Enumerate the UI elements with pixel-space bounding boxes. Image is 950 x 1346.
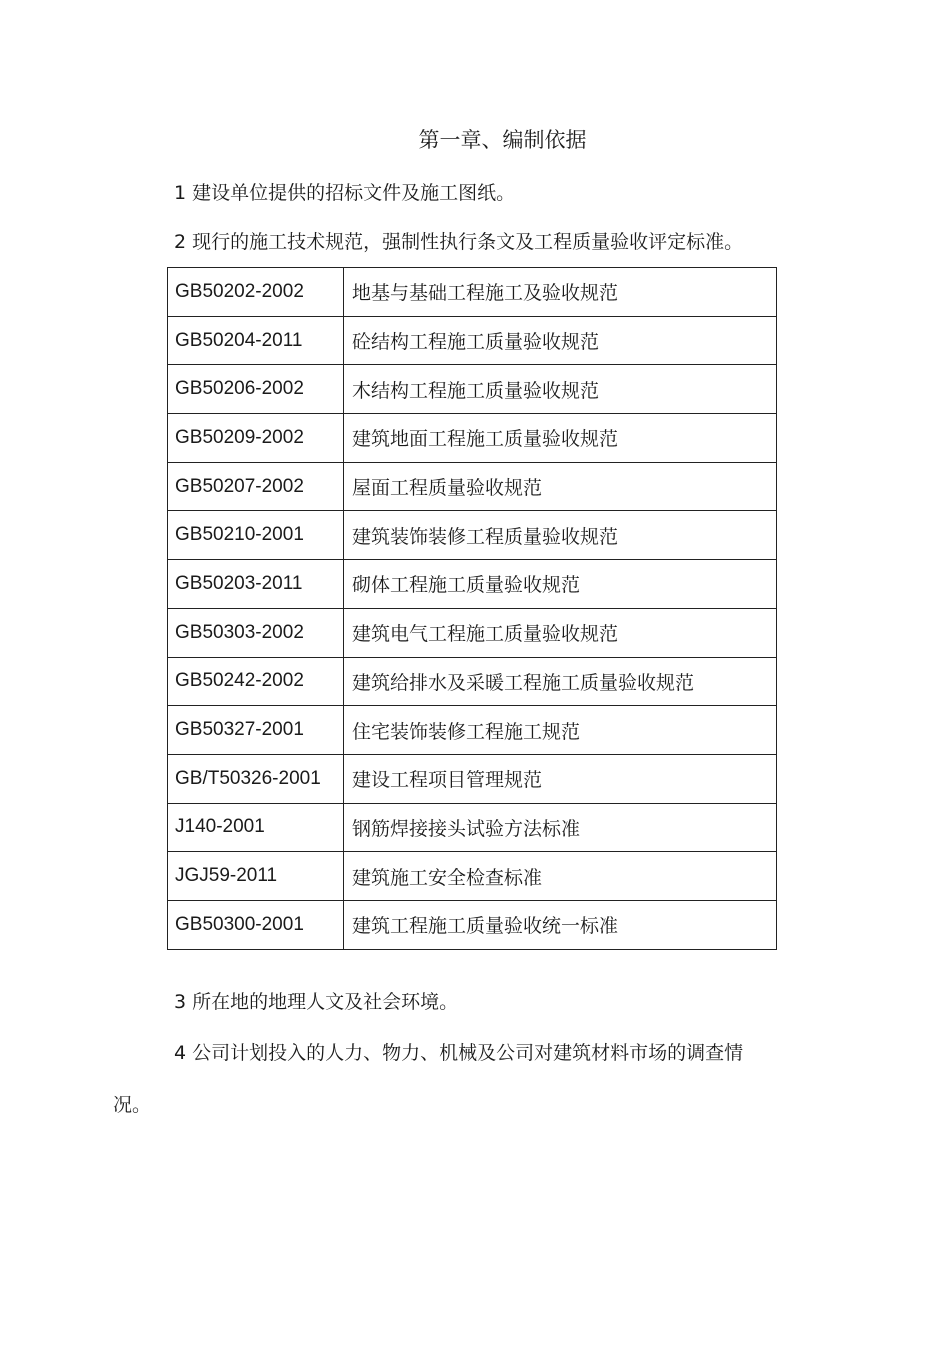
standard-code: GB50210-2001	[168, 511, 344, 560]
standard-name: 建筑施工安全检查标准	[344, 852, 777, 901]
standard-name: 木结构工程施工质量验收规范	[344, 365, 777, 414]
standard-code: GB50303-2002	[168, 608, 344, 657]
standard-name: 建筑给排水及采暖工程施工质量验收规范	[344, 657, 777, 706]
standard-code: GB50206-2002	[168, 365, 344, 414]
standard-name: 砌体工程施工质量验收规范	[344, 560, 777, 609]
standard-code: GB50327-2001	[168, 706, 344, 755]
table-row	[168, 803, 777, 852]
standard-name: 建筑工程施工质量验收统一标准	[344, 900, 777, 949]
table-row	[168, 560, 777, 609]
basis-item-1: 1 建设单位提供的招标文件及施工图纸。	[174, 182, 516, 204]
standard-code: GB50300-2001	[168, 900, 344, 949]
standard-name: 建筑电气工程施工质量验收规范	[344, 608, 777, 657]
table-row	[168, 852, 777, 901]
chapter-title: 第一章、编制依据	[418, 128, 587, 152]
standard-name: 砼结构工程施工质量验收规范	[344, 316, 777, 365]
standard-name: 建设工程项目管理规范	[344, 754, 777, 803]
basis-item-2: 2 现行的施工技术规范，强制性执行条文及工程质量验收评定标准。	[174, 231, 744, 253]
standard-code: GB50209-2002	[168, 414, 344, 463]
table-row	[168, 900, 777, 949]
standard-name: 钢筋焊接接头试验方法标准	[344, 803, 777, 852]
table-row	[168, 316, 777, 365]
standard-code: GB/T50326-2001	[168, 754, 344, 803]
standards-table	[167, 267, 777, 950]
table-row	[168, 754, 777, 803]
table-row	[168, 608, 777, 657]
table-row	[168, 511, 777, 560]
standard-code: GB50203-2011	[168, 560, 344, 609]
standard-code: GB50207-2002	[168, 462, 344, 511]
standard-name: 住宅装饰装修工程施工规范	[344, 706, 777, 755]
table-row	[168, 414, 777, 463]
standards-table-body	[168, 268, 777, 950]
basis-item-4-continuation: 况。	[113, 1094, 152, 1116]
table-row	[168, 657, 777, 706]
standard-code: GB50202-2002	[168, 268, 344, 317]
table-row	[168, 268, 777, 317]
standard-name: 地基与基础工程施工及验收规范	[344, 268, 777, 317]
table-row	[168, 462, 777, 511]
basis-item-4: 4 公司计划投入的人力、物力、机械及公司对建筑材料市场的调查情	[174, 1042, 744, 1064]
standard-code: GB50204-2011	[168, 316, 344, 365]
table-row	[168, 365, 777, 414]
standard-name: 屋面工程质量验收规范	[344, 462, 777, 511]
standard-code: J140-2001	[168, 803, 344, 852]
basis-item-3: 3 所在地的地理人文及社会环境。	[174, 991, 459, 1013]
table-row	[168, 706, 777, 755]
standard-name: 建筑装饰装修工程质量验收规范	[344, 511, 777, 560]
standard-code: GB50242-2002	[168, 657, 344, 706]
standard-code: JGJ59-2011	[168, 852, 344, 901]
standard-name: 建筑地面工程施工质量验收规范	[344, 414, 777, 463]
